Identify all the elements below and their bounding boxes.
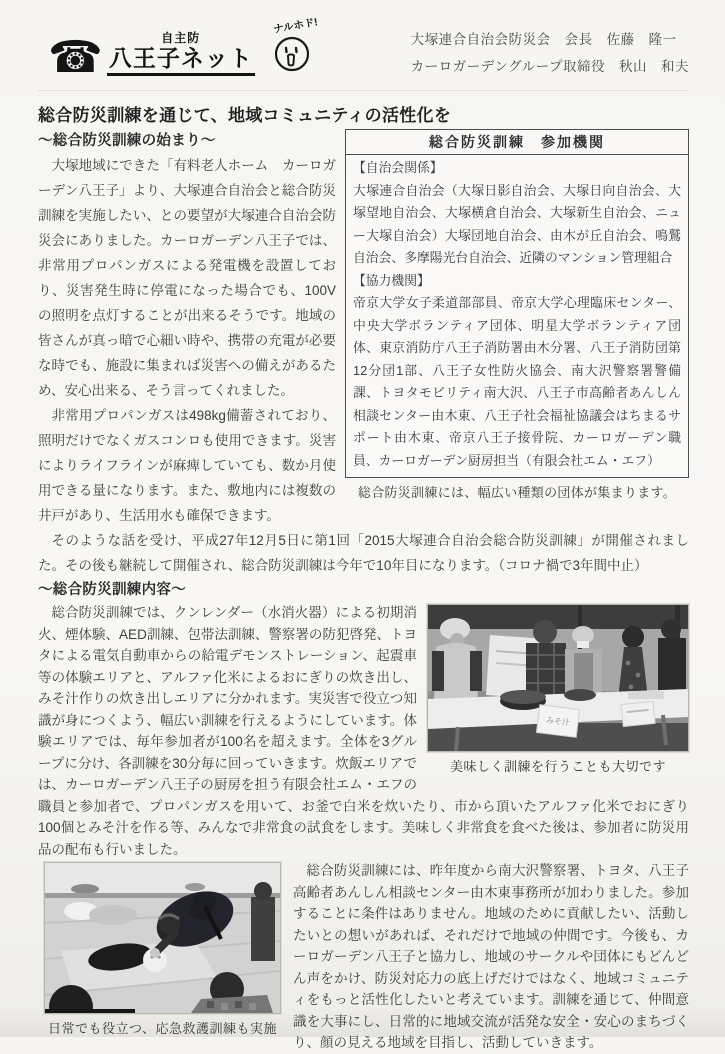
section-origin-heading: ～総合防災訓練の始まり～ [38,133,216,149]
photo-cooking-training [427,604,689,775]
mascot-caption: ナルホド! [272,16,319,36]
paragraph: 非常用プロパンガスは498kg備蓄されており、照明だけでなくガスコンロも使用できます。災害によりライフラインが麻痺していても、数か月使用できる量になります。また、敷地内には複数の井戸があり、生活用水も確保できます。 [38,408,336,523]
paragraph: 総合防災訓練では、クンレンダー（水消火器）による初期消火、煙体験、AED訓練、包帯法訓練、警察署の防犯啓発、トヨタによる電気自動車からの給電デモンストレーション、起震車等の体験エリアと、アルファ化米によるおにぎりの炊き出し、みそ汁作りの炊き出しエリアに分かれます。実災害で役立つ知識が身につくよう、幅広い訓練を行えるようにしています。体験エリアでは、毎年参加者が100名を超えます。全体を3グループに分け、各訓練を30分毎に回っていきます。炊飯エリアでは、カーロガーデン八王子の厨房を担う有限会社エム・エフの職員と参加者で、プロパンガスを用いて、お釜で白米を炊いたり、市から頂いたアルファ化米でおにぎり100個とみそ汁を作る等、みんなで非常食の試食をします。美味しく非常食を食べた後は、参加者に防災用品の配布も行いました。 [38,605,689,857]
cooking-photo-image [427,604,689,752]
paragraph: そのような話を受け、平成27年12月5日に第1回「2015大塚連合自治会総合防災訓練」が開催されました。その後も継続して開催され、総合防災訓練は今年で10年目になります。（コロナ禍で3年間中止） [38,533,689,573]
participants-box-caption: 総合防災訓練には、幅広い種類の団体が集まります。 [357,485,677,500]
credit-line-2: カーロガーデングループ取締役 秋山 和夫 [410,59,689,74]
credit-line-1: 大塚連合自治会防災会 会長 佐藤 隆一 [410,32,677,47]
first-aid-photo-image [44,862,281,1014]
logo [48,16,329,82]
mascot-face-icon [271,33,313,80]
article-title: 総合防災訓練を通じて、地域コミュニティの活性化を [38,106,452,125]
phone-icon: ☎ [48,33,103,82]
photo-cooking-caption: 美味しく訓練を行うことも大切です [449,759,666,774]
photo-first-aid-training [44,862,281,1037]
article [38,91,689,1054]
participants-box-title: 総合防災訓練 参加機関 [346,130,688,155]
credits [411,18,689,80]
participants-group-1-heading: 【自治会関係】 [353,160,443,175]
participants-group-1-body: 大塚連合自治会（大塚日影自治会、大塚日向自治会、大塚望地自治会、大塚横倉自治会、大塚新生自治会、ニュー大塚自治会）大塚団地自治会、由木が丘自治会、鳴鷲自治会、多摩陽光台自治会、近隣のマンション管理組合 [353,182,681,265]
paragraph: 総合防災訓練には、昨年度から南大沢警察署、トヨタ、八王子高齢者あんしん相談センター由木東事務所が加わりました。参加することに条件はありません。地域のために貢献したい、活動したいとの想いがあれば、それだけで地域の仲間です。今後も、カーロガーデン八王子と協力し、地域のサークルや団体にもどんどん声をかけ、防災対応力の底上げだけではなく、地域コミュニティをもっと活性化したいと考えています。訓練を通じて、仲間意識を大事にし、日常的に地域交流が活発な安全・安心のまちづくり、顔の見える地域を目指し、活動していきます。 [293,863,689,1050]
logo-main-label: 八王子ネット [107,45,255,76]
paragraph: 大塚地域にできた「有料老人ホーム カーロガーデン八王子」より、大塚連合自治会と総合防災訓練を実施したい、との要望が大塚連合自治会防災会にありました。カーロガーデン八王子では、非常用プロパンガスによる発電機を設置しており、災害発生時に停電になった場合でも、100Vの照明を点灯することが出来るそうです。地域の皆さんが真っ暗で心細い時や、携帯の充電が必要な時でも、施設に集まれば災害への備えがあるため、安心出来る、そう言ってくれました。 [38,158,336,398]
logo-top-label: 自主防 [161,31,201,45]
photo-first-aid-caption: 日常でも役立つ、応急救護訓練も実施 [48,1021,277,1036]
participants-box-frame [345,129,689,478]
participants-box [345,129,689,501]
section-content-heading: ～総合防災訓練内容～ [38,582,186,598]
logo-text [107,32,255,76]
participants-group-2-body: 帝京大学女子柔道部部員、帝京大学心理臨床センター、中央大学ボランティア団体、明星大学ボランティア団体、東京消防庁八王子消防署由木分署、八王子消防団第12分団1部、八王子女性防火協会、南大沢警察署警備課、トヨタモビリティ南大沢、八王子市高齢者あんしん相談センター由木東、八王子社会福祉協議会はちまるサポート由木東、帝京八王子接骨院、カーロガーデン職員、カーロガーデン厨房担当（有限会社エム・エフ） [353,295,681,468]
masthead [38,12,689,91]
section-content [38,578,689,1054]
mascot [265,18,329,76]
participants-group-2-heading: 【協力機関】 [353,272,430,288]
miso-sign-text: みそ汁 [545,715,571,728]
participants-box-body [346,155,688,477]
